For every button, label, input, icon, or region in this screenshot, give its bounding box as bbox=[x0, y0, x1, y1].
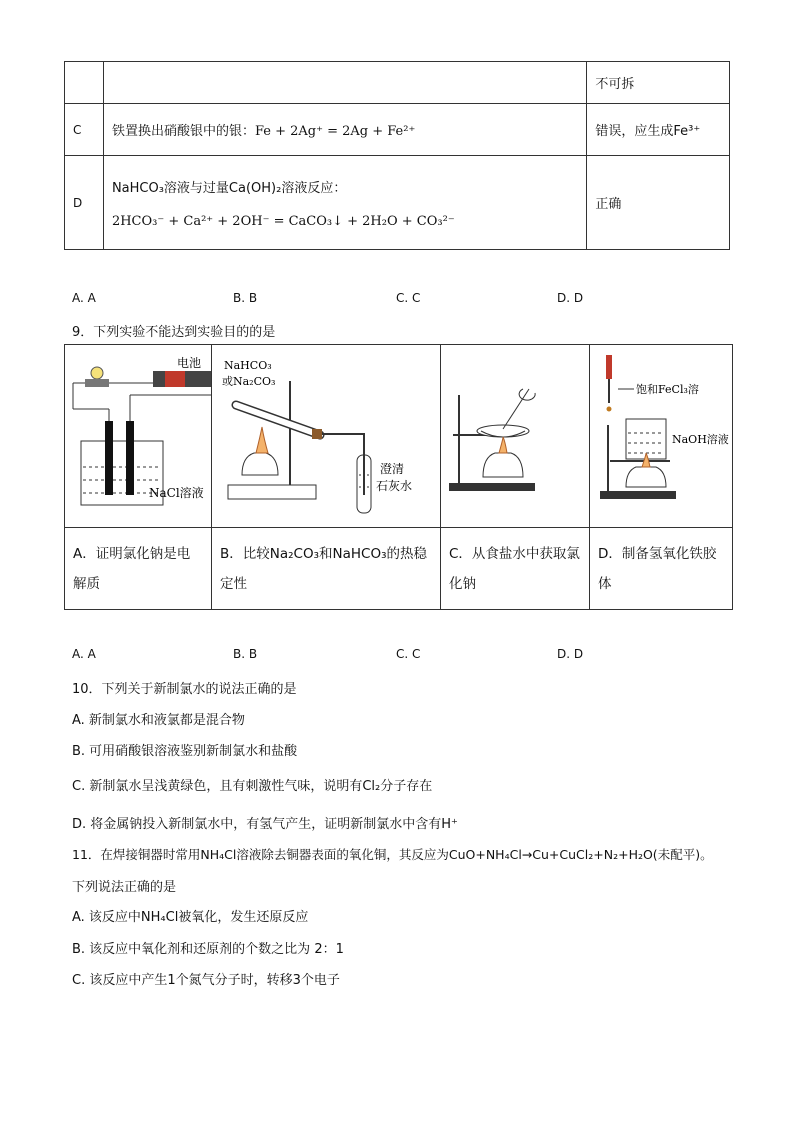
reagent-label-1: NaHCO₃ bbox=[224, 359, 272, 372]
figure-d bbox=[590, 345, 733, 528]
q10-option-c: C. 新制氯水呈浅黄绿色，且有刺激性气味，说明有Cl₂分子存在 bbox=[72, 779, 433, 794]
row-c-content bbox=[103, 104, 586, 156]
fecl3-label: 饱和FeCl₃溶 bbox=[636, 383, 699, 396]
colloid-apparatus bbox=[590, 345, 732, 523]
q9-option-b: B. B bbox=[233, 647, 258, 661]
q8-option-b: B. B bbox=[233, 291, 258, 305]
q8-option-c: C. C bbox=[396, 291, 421, 305]
row-d-content bbox=[103, 156, 586, 250]
q10-option-a: A. 新制氯水和液氯都是混合物 bbox=[72, 713, 245, 728]
q8-table bbox=[64, 61, 730, 250]
q9-table bbox=[64, 344, 733, 610]
row-c-note: 错误，应生成Fe³⁺ bbox=[587, 104, 730, 156]
row-label: D bbox=[65, 156, 104, 250]
q9-option-c: C. C bbox=[396, 647, 421, 661]
q10-option-b: B. 可用硝酸银溶液鉴别新制氯水和盐酸 bbox=[72, 744, 298, 759]
naoh-label: NaOH溶液 bbox=[672, 433, 729, 446]
q9-option-d: D. D bbox=[557, 647, 584, 661]
thermal-stability-apparatus bbox=[212, 345, 440, 523]
figure-a bbox=[65, 345, 212, 528]
q9-stem: 9．下列实验不能达到实验目的的是 bbox=[72, 325, 276, 340]
q9-option-a: A. A bbox=[72, 647, 96, 661]
caption-c: C．从食盐水中获取氯化钠 bbox=[441, 528, 590, 610]
figure-b bbox=[212, 345, 441, 528]
nacl-solution-label: NaCl溶液 bbox=[149, 486, 204, 500]
q10-option-d: D. 将金属钠投入新制氯水中，有氢气产生，证明新制氯水中含有H⁺ bbox=[72, 817, 458, 832]
caption-a: A．证明氯化钠是电解质 bbox=[65, 528, 212, 610]
row-label: C bbox=[65, 104, 104, 156]
q11-option-b: B. 该反应中氧化剂和还原剂的个数之比为 2：1 bbox=[72, 942, 344, 957]
figure-c bbox=[441, 345, 590, 528]
q11-option-c: C. 该反应中产生1个氮气分子时，转移3个电子 bbox=[72, 973, 340, 988]
reagent-label-2: 或Na₂CO₃ bbox=[222, 375, 276, 388]
row-d-text: NaHCO₃溶液与过量Ca(OH)₂溶液反应： bbox=[111, 180, 347, 196]
caption-b: B．比较Na₂CO₃和NaHCO₃的热稳定性 bbox=[212, 528, 441, 610]
q10-stem: 10．下列关于新制氯水的说法正确的是 bbox=[72, 682, 297, 697]
limewater-label-1: 澄清 bbox=[380, 462, 405, 476]
q11-option-a: A. 该反应中NH₄Cl被氧化，发生还原反应 bbox=[72, 910, 309, 925]
battery-label: 电池 bbox=[177, 356, 202, 370]
table-cell bbox=[65, 62, 104, 104]
limewater-label-2: 石灰水 bbox=[376, 479, 413, 493]
evaporation-apparatus bbox=[441, 345, 589, 523]
caption-d: D．制备氢氧化铁胶体 bbox=[590, 528, 733, 610]
row-d-equation: 2HCO₃⁻ + Ca²⁺ + 2OH⁻ = CaCO₃↓ + 2H₂O + CO₃²⁻ bbox=[111, 213, 455, 229]
q11-stem-2: 下列说法正确的是 bbox=[72, 880, 177, 895]
q8-option-d: D. D bbox=[557, 291, 584, 305]
row-d-note: 正确 bbox=[587, 156, 730, 250]
table-cell bbox=[103, 62, 586, 104]
q11-stem: 11．在焊接铜器时常用NH₄Cl溶液除去铜器表面的氧化铜，其反应为CuO+NH₄Cl→Cu+CuCl₂+N₂+H₂O(未配平)。 bbox=[72, 847, 713, 862]
q8-option-a: A. A bbox=[72, 291, 96, 305]
row-c-equation: Fe + 2Ag⁺ = 2Ag + Fe²⁺ bbox=[254, 124, 416, 139]
electrolysis-apparatus bbox=[65, 345, 211, 523]
table-cell-note: 不可拆 bbox=[587, 62, 730, 104]
row-c-text: 铁置换出硝酸银中的银： bbox=[111, 124, 255, 139]
